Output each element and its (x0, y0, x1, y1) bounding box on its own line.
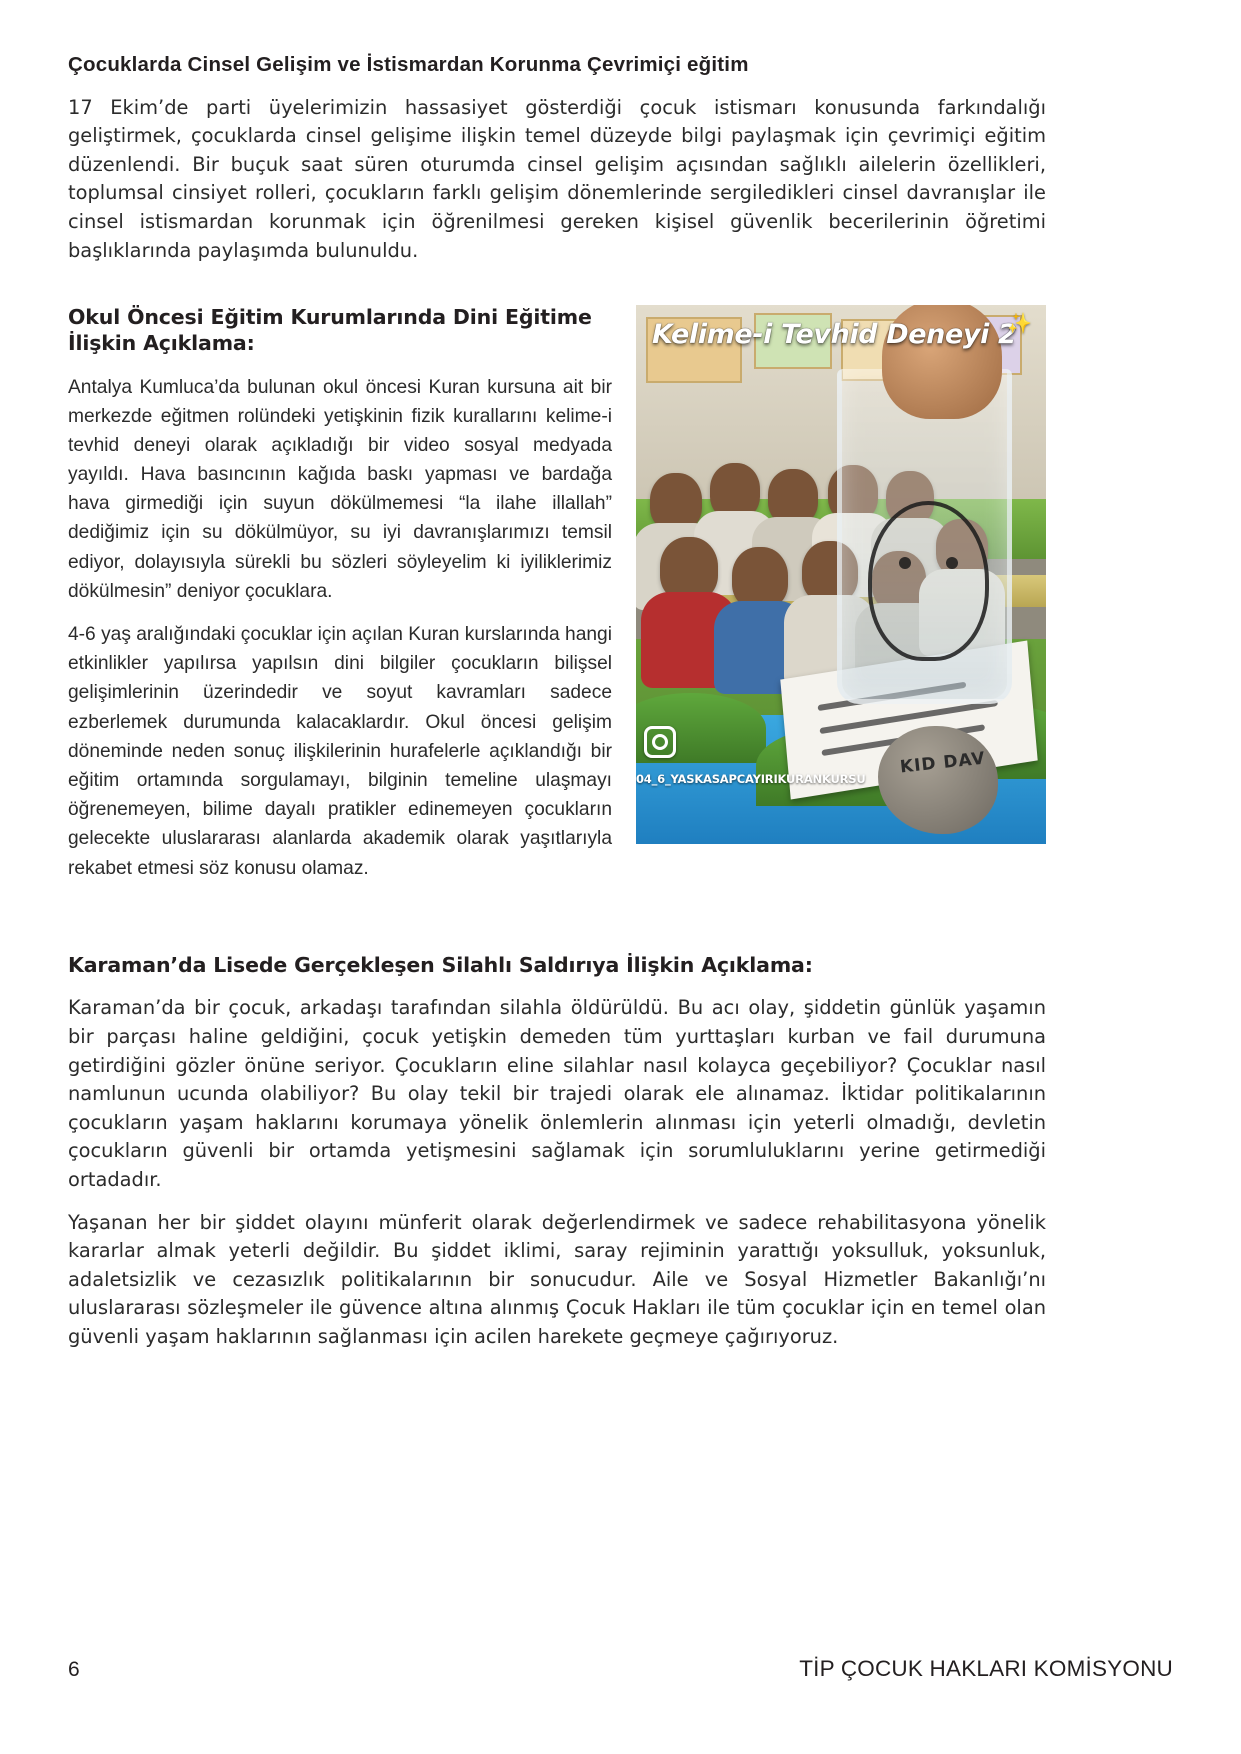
section-karaman-school-shooting (68, 953, 1046, 1352)
section-spacer (68, 265, 1046, 305)
video-title-overlay: Kelime-i Tevhid Deneyi 2 (652, 319, 1017, 351)
section-online-training (68, 52, 1046, 265)
child-figure (660, 537, 718, 601)
glass-face-doodle (868, 501, 988, 661)
figure-kuran-kursu-video (636, 305, 1046, 844)
instagram-icon (644, 726, 676, 758)
page-content (68, 52, 1046, 1352)
paragraph-online-training-1: 17 Ekim’de parti üyelerimizin hassasiyet gösterdiği çocuk istismarı konusunda farkındalığı geliştirmek, çocuklarda cinsel gelişime ilişkin temel düzeyde bilgi paylaşmak için çevrimiçi eğitim düzenlendi. Bir buçuk saat süren oturumda cinsel gelişim açısından sağlıklı ailelerin özellikleri, toplumsal cinsiyet rolleri, çocukların farklı gelişim dönemlerinde sergiledikleri cinsel davranışlar ile cinsel istismardan korunmak için öğrenilmesi gereken kişisel güvenlik becerilerinin öğretimi başlıklarında paylaşımda bulunuldu. (68, 95, 1046, 262)
photo-background (636, 305, 1046, 844)
child-figure (650, 473, 702, 531)
child-figure (768, 469, 818, 525)
child-figure (732, 547, 788, 609)
paragraph-preschool-2: 4-6 yaş aralığındaki çocuklar için açılan Kuran kurslarında hangi etkinlikler yapılırsa yapılsın dini bilgiler çocukların bilişsel gelişimlerinin üzerindedir ve soyut kavramları sadece ezberlemek durumunda kalacaklardır. Okul öncesi gelişim döneminde neden sonuç ilişkilerinin hurafelerle açıklandığı bir eğitim ortamında sorgulamayı, bilginin temeline ulaşmayı öğrenemeyen, bilime dayalı pratikler edinemeyen çocukların gelecekte uluslararası alanlarda akademik olarak yaşıtlarıyla rekabet etmesi söz konusu olamaz. (68, 624, 612, 879)
inverted-water-glass (837, 369, 1012, 704)
paragraph-preschool-1: Antalya Kumluca’da bulunan okul öncesi Kuran kursuna ait bir merkezde eğitmen rolündeki yetişkinin fizik kurallarını kelime-i tevhid deneyi olarak açıkladığı bir video sosyal medyada yayıldı. Hava basıncının kağıda baskı yapması ve bardağa hava girmediği için suyun dökülmemesi “la ilahe illallah” dediğimiz için su dökülmüyor, su iyi davranışlarımızı temsil ediyor, dolayısıyla sürekli bu sözleri söyleyelim ki iyiliklerimiz dökülmesin” deniyor çocuklara. (68, 376, 612, 602)
page-footer (68, 1656, 1173, 1682)
paragraph-karaman-1: Karaman’da bir çocuk, arkadaşı tarafından silahla öldürüldü. Bu acı olay, şiddetin günlük yaşamın bir parçası haline geldiğini, çocuk yetişkin demeden tüm yurttaşları kurban ve fail durumuna getirdiğini gözler önüne seriyor. Çocukların eline silahlar nasıl kolayca geçebiliyor? Çocuklar nasıl namlunun ucunda olabiliyor? Bu olay tekil bir trajedi olarak ele alınamaz. İktidar politikalarının çocukların yaşam haklarını korumaya yönelik önlemlerin alınması için yeterli olmadığı, devletin çocukların güvenli bir ortamda yetişmesini sağlamak için sorumluluklarını yerine getirmediği ortadadır. (68, 996, 1046, 1191)
instagram-handle-overlay: 04_6_YASKASAPCAYIRIKURANKURSU (636, 772, 866, 787)
section-heading-karaman: Karaman’da Lisede Gerçekleşen Silahlı Saldırıya İlişkin Açıklama: (68, 952, 813, 977)
stone-text: KID DAV (898, 748, 987, 778)
section-spacer (68, 883, 1046, 953)
sparkle-icon: ✨ (1007, 313, 1032, 336)
section-heading-online-training: Çocuklarda Cinsel Gelişim ve İstismardan Korunma Çevrimiçi eğitim (68, 53, 749, 76)
child-figure (710, 463, 760, 519)
footer-organization-title: TİP ÇOCUK HAKLARI KOMİSYONU (799, 1656, 1173, 1681)
paragraph-karaman-2: Yaşanan her bir şiddet olayını münferit olarak değerlendirmek ve sadece rehabilitasyona yönelik kararlar almak yeterli değildir. Bu şiddet iklimi, saray rejiminin yarattığı yoksulluk, yoksunluk, adaletsizlik ve cezasızlık politikalarının bir sonucudur. Aile ve Sosyal Hizmetler Bakanlığı’nı uluslararası sözleşmeler ile güvence altına alınmış Çocuk Hakları ile tüm çocuklar için en temel olan güvenli yaşam haklarının sağlanması için acilen harekete geçmeye çağırıyoruz. (68, 1210, 1046, 1349)
section-heading-preschool-religious-education: Okul Öncesi Eğitim Kurumlarında Dini Eğitime İlişkin Açıklama: (68, 305, 592, 355)
page-number: 6 (68, 1658, 80, 1681)
section-preschool-religious-education (68, 305, 1046, 882)
